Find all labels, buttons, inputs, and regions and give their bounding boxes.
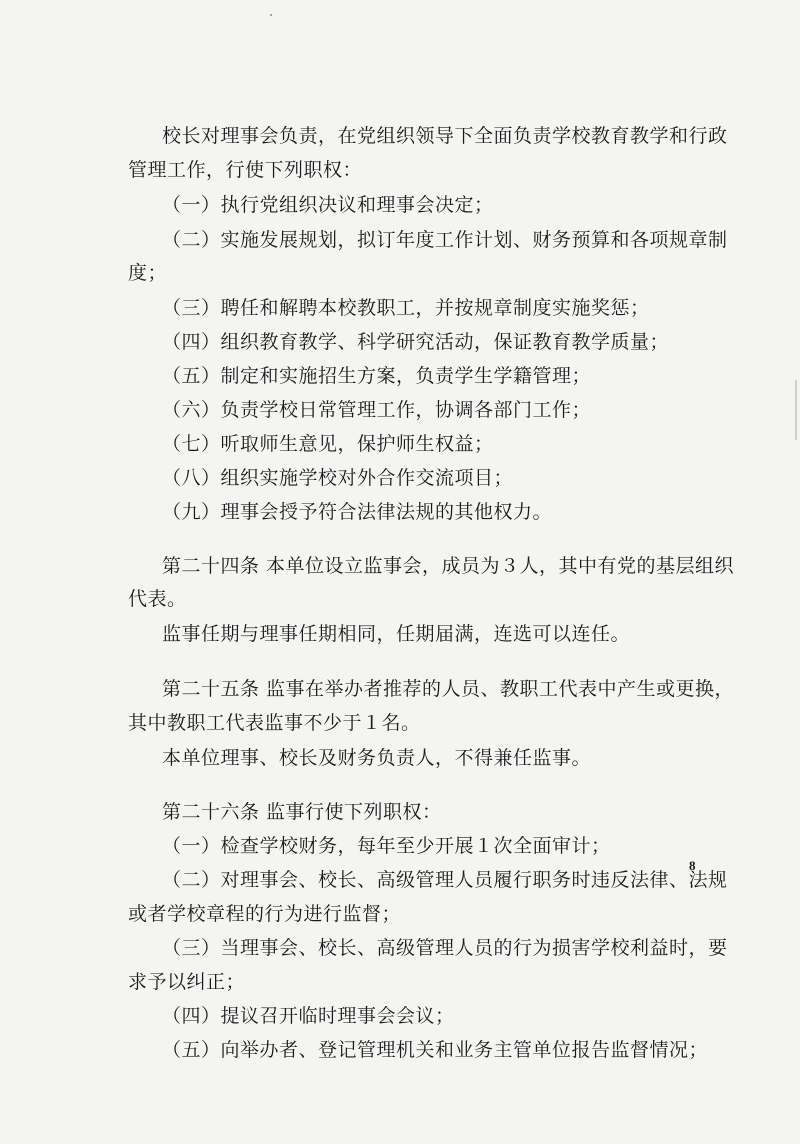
text-line: 校长对理事会负责，在党组织领导下全面负责学校教育教学和行政 — [162, 125, 728, 147]
text-line: （五）向举办者、登记管理机关和业务主管单位报告监督情况； — [162, 1039, 709, 1061]
text-line: （四）组织教育教学、科学研究活动，保证教育教学质量； — [162, 331, 670, 353]
text-line: 本单位理事、校长及财务负责人，不得兼任监事。 — [162, 747, 592, 769]
text-line: 第二十四条 本单位设立监事会，成员为３人，其中有党的基层组织 — [162, 555, 735, 577]
text-line: （三）聘任和解聘本校教职工，并按规章制度实施奖惩； — [162, 297, 650, 319]
text-line: 度； — [128, 262, 168, 284]
text-line: 代表。 — [128, 588, 187, 610]
text-line: （一）执行党组织决议和理事会决定； — [162, 194, 494, 216]
text-line: 管理工作，行使下列职权： — [128, 159, 363, 181]
scan-speck — [270, 14, 272, 16]
text-line: （六）负责学校日常管理工作，协调各部门工作； — [162, 399, 592, 421]
text-line: （七）听取师生意见，保护师生权益； — [162, 433, 494, 455]
text-line: （一）检查学校财务，每年至少开展１次全面审计； — [162, 835, 611, 857]
text-line: 求予以纠正； — [128, 971, 246, 993]
text-line: （五）制定和实施招生方案，负责学生学籍管理； — [162, 365, 592, 387]
text-line: （二）对理事会、校长、高级管理人员履行职务时违反法律、法规 — [162, 869, 728, 891]
text-line: 其中教职工代表监事不少于１名。 — [128, 712, 421, 734]
text-line: 监事任期与理事任期相同，任期届满，连选可以连任。 — [162, 623, 631, 645]
text-line: （三）当理事会、校长、高级管理人员的行为损害学校利益时，要 — [162, 937, 728, 959]
text-line: （四）提议召开临时理事会会议； — [162, 1005, 455, 1027]
text-line: （九）理事会授予符合法律法规的其他权力。 — [162, 501, 553, 523]
text-line: 第二十五条 监事在举办者推荐的人员、教职工代表中产生或更换， — [162, 678, 735, 700]
text-line: 第二十六条 监事行使下列职权： — [162, 801, 442, 823]
text-line: 或者学校章程的行为进行监督； — [128, 903, 402, 925]
text-line: （八）组织实施学校对外合作交流项目； — [162, 467, 514, 489]
page-number: 8 — [689, 858, 696, 873]
scan-edge-mark — [795, 380, 797, 440]
text-line: （二）实施发展规划，拟订年度工作计划、财务预算和各项规章制 — [162, 229, 728, 251]
